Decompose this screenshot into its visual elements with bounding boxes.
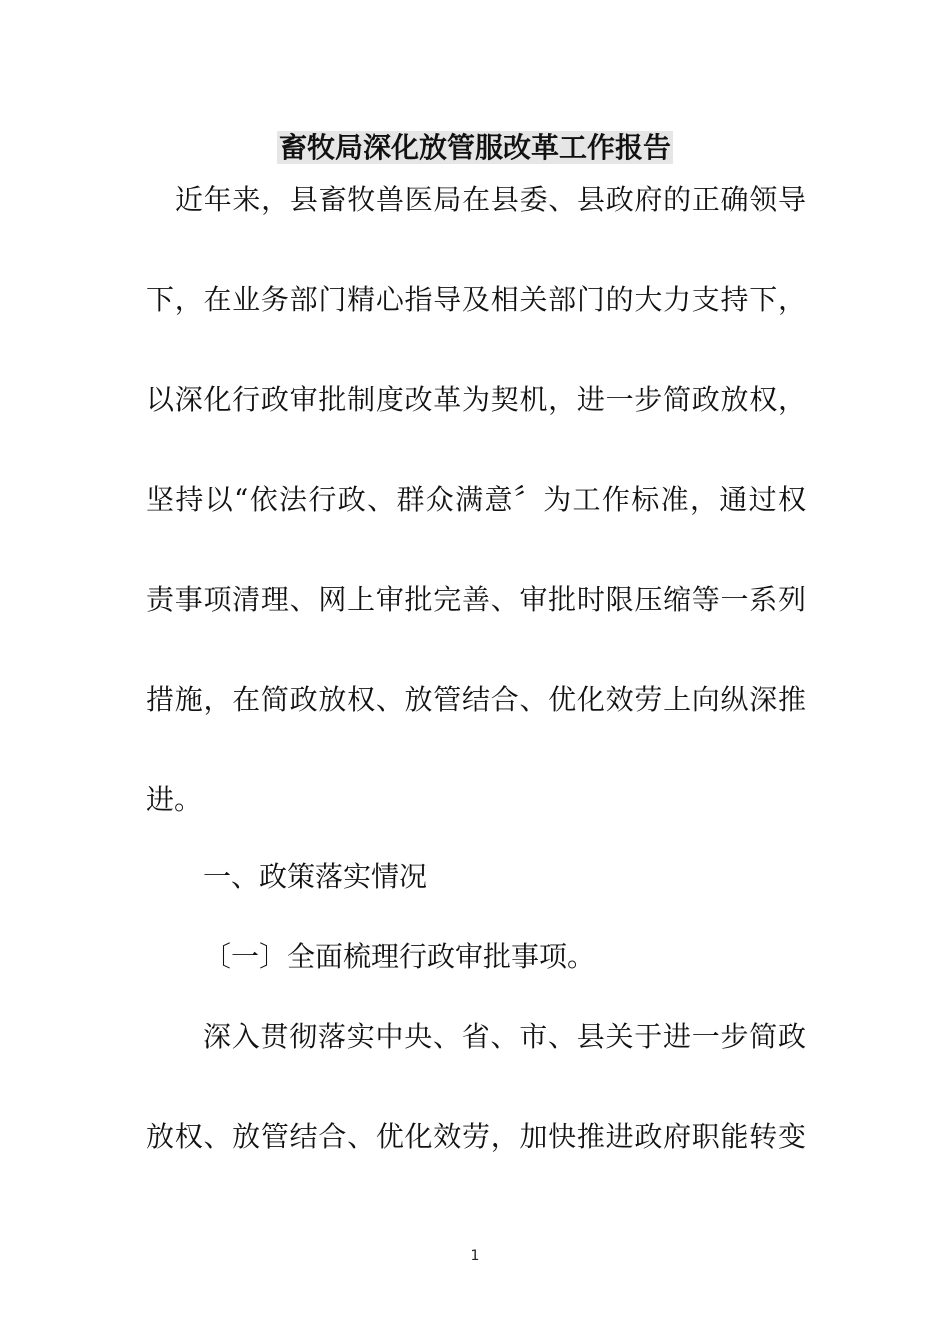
paragraph-line: 措施，在简政放权、放管结合、优化效劳上向纵深推 <box>146 683 806 716</box>
paragraph-line: 以深化行政审批制度改革为契机，进一步简政放权， <box>146 383 806 416</box>
paragraph-line: 坚持以“依法行政、群众满意〞为工作标准，通过权 <box>146 483 806 516</box>
paragraph-line: 责事项清理、网上审批完善、审批时限压缩等一系列 <box>146 583 806 616</box>
document-title-text: 畜牧局深化放管服改革工作报告 <box>278 131 671 164</box>
document-title <box>0 128 950 168</box>
paragraph-line: 进。 <box>146 783 203 816</box>
page-number: 1 <box>470 1248 480 1264</box>
paragraph-line: 近年来，县畜牧兽医局在县委、县政府的正确领导 <box>175 183 806 216</box>
section-heading: 一、政策落实情况 <box>203 860 428 893</box>
paragraph-line: 放权、放管结合、优化效劳，加快推进政府职能转变 <box>146 1120 806 1153</box>
paragraph-line: 深入贯彻落实中央、省、市、县关于进一步简政 <box>203 1020 806 1053</box>
paragraph-line: 下，在业务部门精心指导及相关部门的大力支持下， <box>146 283 806 316</box>
subsection-heading: 〔一〕全面梳理行政审批事项。 <box>203 940 596 973</box>
